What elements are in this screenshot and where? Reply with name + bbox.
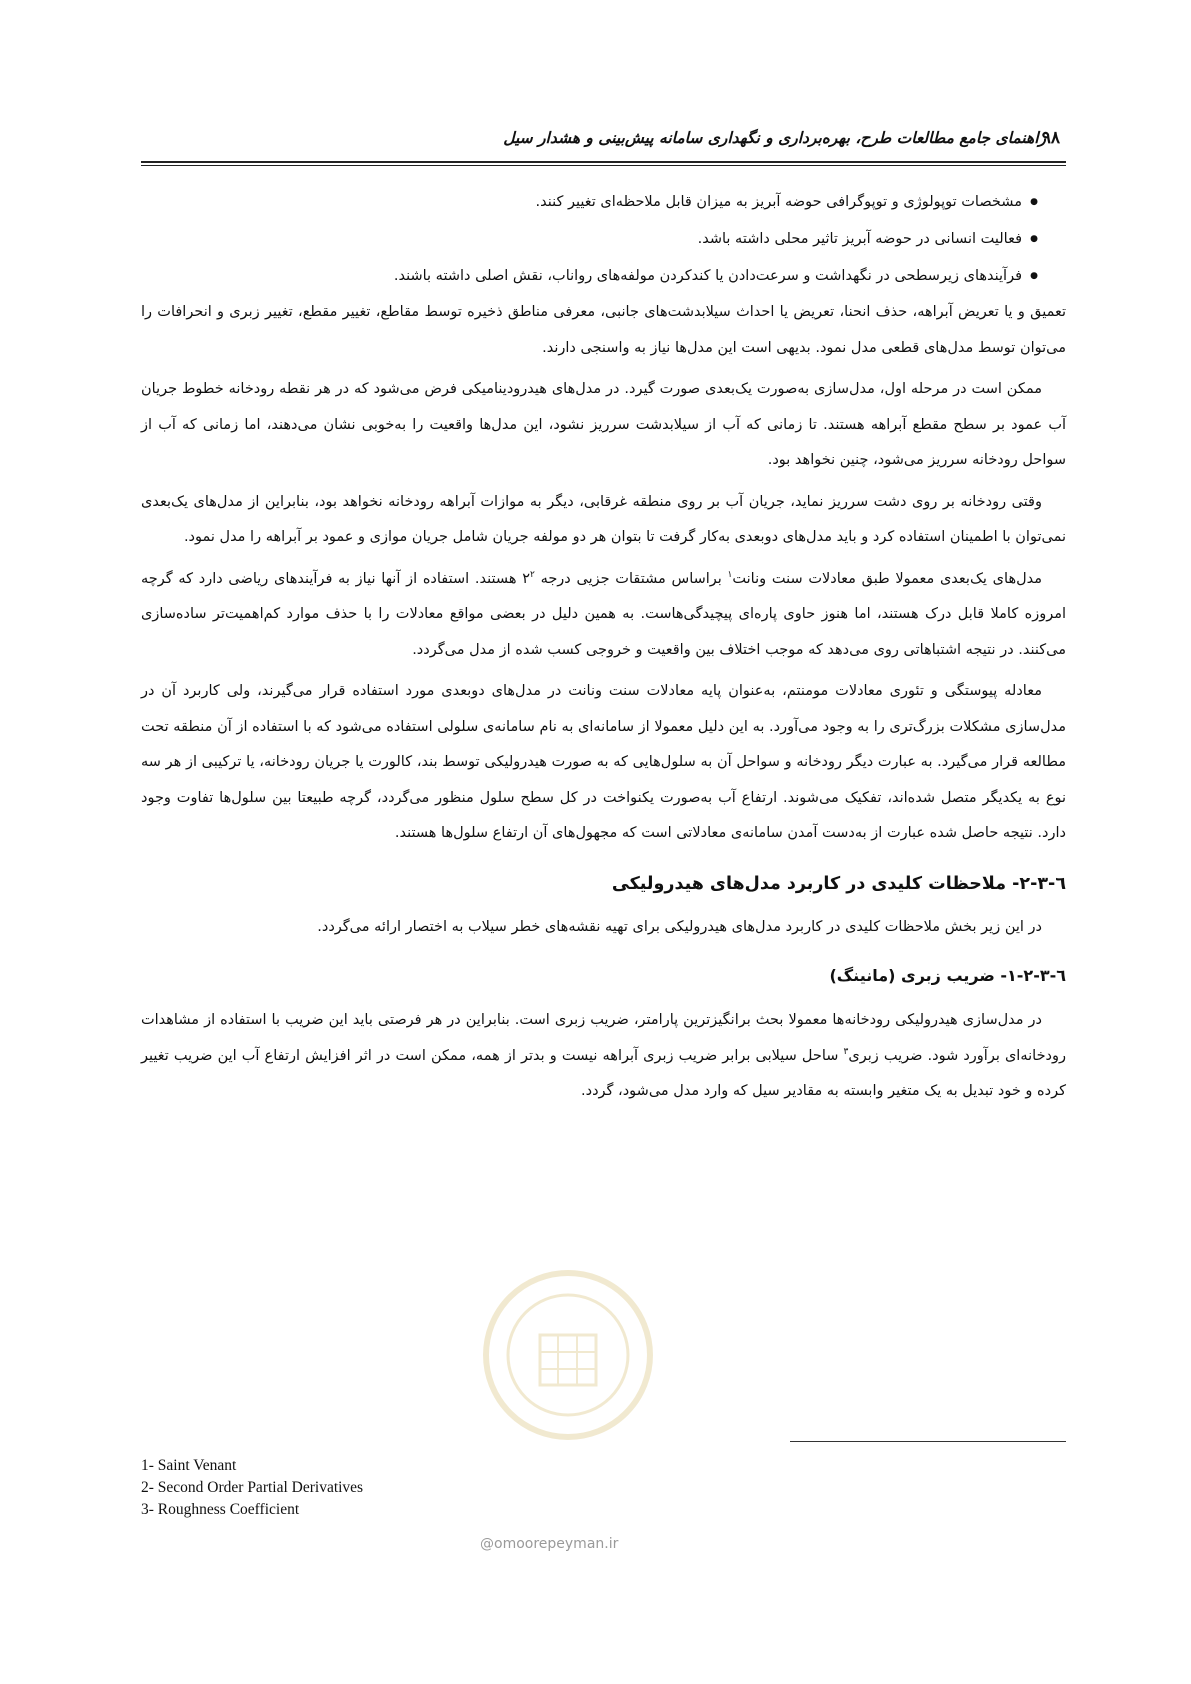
footnote-rule (790, 1441, 1066, 1442)
running-header-title: راهنمای جامع مطالعات طرح، بهره‌برداری و نگهداری سامانه پیش‌بینی و هشدار سیل (503, 128, 1046, 147)
watermark-logo (478, 1265, 658, 1445)
paragraph (141, 562, 1066, 669)
page-number: ۹۸ (1041, 128, 1060, 148)
paragraph-text: ساحل سیلابی برابر ضریب زبری آبراهه نیست و بدتر از همه، ممکن است در اثر افزایش ارتفاع آب این ضریب تغییر کرده و خود تبدیل به یک متغیر وابسته به مقادیر سیل که وارد مدل می‌شود، گردد. (141, 1047, 1066, 1099)
paragraph-text: براساس مشتقات جزیی درجه ۲ (522, 570, 728, 587)
paragraph-text: مدل‌های یک‌بعدی معمولا طبق معادلات سنت ونانت (732, 570, 1043, 587)
footnote-ref: ۳ (843, 1046, 849, 1057)
subsection-heading: ٦-٣-٢-١- ضریب زبری (مانینگ) (829, 966, 1066, 985)
bullet-item: ● فعالیت انسانی در حوضه آبریز تاثیر محلی داشته باشد. (141, 221, 1038, 258)
paragraph: در این زیر بخش ملاحظات کلیدی در کاربرد مدل‌های هیدرولیکی برای تهیه نقشه‌های خطر سیلاب به اختصار ارائه می‌گردد. (317, 918, 1042, 935)
footnotes (141, 1455, 541, 1521)
footnote-item: 3- Roughness Coefficient (141, 1501, 300, 1518)
paragraph: تعمیق و یا تعریض آبراهه، حذف انحنا، تعریض یا احداث سیلابدشت‌های جانبی، معرفی مناطق ذخیره توسط مقاطع، تغییر مقطع، تغییر زبری و انحرافات را می‌توان توسط مدل‌های قطعی مدل نمود. بدیهی است این مدل‌ها نیاز به واسنجی دارند. (141, 304, 1066, 356)
bullet-item: ● فرآیندهای زیرسطحی در نگهداشت و سرعت‌دادن یا کندکردن مولفه‌های رواناب، نقش اصلی داشته باشند. (141, 258, 1038, 295)
footnote-item: 1- Saint Venant (141, 1457, 237, 1474)
header-rule-thin (141, 165, 1066, 166)
paragraph-text: در مدل‌سازی هیدرولیکی رودخانه‌ها معمولا بحث برانگیزترین پارامتر، ضریب زبری است. بنابراین در هر فرصتی باید این ضریب با استفاده از مشاهدات رودخانه‌ای برآورد شود. ضریب زبری (141, 1012, 1066, 1064)
paragraph: معادله پیوستگی و تئوری معادلات مومنتم، به‌عنوان پایه معادلات سنت ونانت در مدل‌های دوبعدی مورد استفاده قرار می‌گیرند، ولی کاربرد آن در مدل‌سازی مشکلات بزرگ‌تری را به وجود می‌آورد. به این دلیل معمولا از سامانه‌ای به نام سامانه‌ی سلولی استفاده می‌شود که با استفاده از آن منطقه تحت مطالعه قرار می‌گیرد. به عبارت دیگر رودخانه و سواحل آن به سلول‌هایی که به صورت هیدرولیکی توسط بند، کالورت یا جریان رودخانه، یا ترکیبی از هر سه نوع به یکدیگر متصل شده‌اند، تفکیک می‌شوند. ارتفاع آب به‌صورت یکنواخت در کل سطح سلول منظور می‌گردد، گرچه طبیعتا بین سلول‌ها تفاوت وجود دارد. نتیجه حاصل شده عبارت از به‌دست آمدن سامانه‌ی معادلاتی است که مجهول‌های آن ارتفاع سلول‌ها هستند. (141, 683, 1066, 841)
header-rule (141, 161, 1066, 163)
section-heading: ٦-٣-٢- ملاحظات کلیدی در کاربرد مدل‌های هیدرولیکی (611, 873, 1066, 894)
footnote-ref: ۱ (727, 569, 733, 580)
bullet-item: ● مشخصات توپولوژی و توپوگرافی حوضه آبریز به میزان قابل ملاحظه‌ای تغییر کنند. (141, 184, 1038, 221)
paragraph: وقتی رودخانه بر روی دشت سرریز نماید، جریان آب بر روی منطقه غرقابی، دیگر به موازات آبراهه رودخانه نخواهد بود، بنابراین از مدل‌های یک‌بعدی نمی‌توان با اطمینان استفاده کرد و باید مدل‌های دوبعدی به‌کار گرفت تا بتوان هر دو مولفه جریان شامل جریان موازی و عمود بر آبراهه را مدل نمود. (141, 493, 1066, 545)
footnote-ref: ۲ (530, 569, 535, 580)
bullet-list (141, 184, 1066, 295)
paragraph-text: هستند. استفاده از آنها نیاز به فرآیندهای ریاضی دارد که گرچه امروزه کاملا قابل درک هستند، اما هنوز حاوی پاره‌ای پیچیدگی‌هاست. به همین دلیل در بعضی مواقع معادلات را با حذف موارد کم‌اهمیت‌تر ساده‌سازی می‌کنند. در نتیجه اشتباهاتی روی می‌دهد که موجب اختلاف بین واقعیت و خروجی کسب شده از مدل می‌گردد. (141, 570, 1066, 658)
watermark-url: @omoorepeyman.ir (480, 1536, 619, 1552)
paragraph (141, 1003, 1066, 1110)
body-text (141, 184, 1066, 1116)
footnote-item: 2- Second Order Partial Derivatives (141, 1479, 364, 1496)
paragraph: ممکن است در مرحله اول، مدل‌سازی به‌صورت یک‌بعدی صورت گیرد. در مدل‌های هیدرودینامیکی فرض می‌شود که در هر نقطه رودخانه خطوط جریان آب عمود بر سطح مقطع آبراهه هستند. تا زمانی که آب از سیلابدشت سرریز نشود، این مدل‌ها واقعیت را به‌خوبی نشان می‌دهند، اما زمانی که آب از سواحل رودخانه سرریز می‌شود، چنین نخواهد بود. (141, 381, 1066, 468)
